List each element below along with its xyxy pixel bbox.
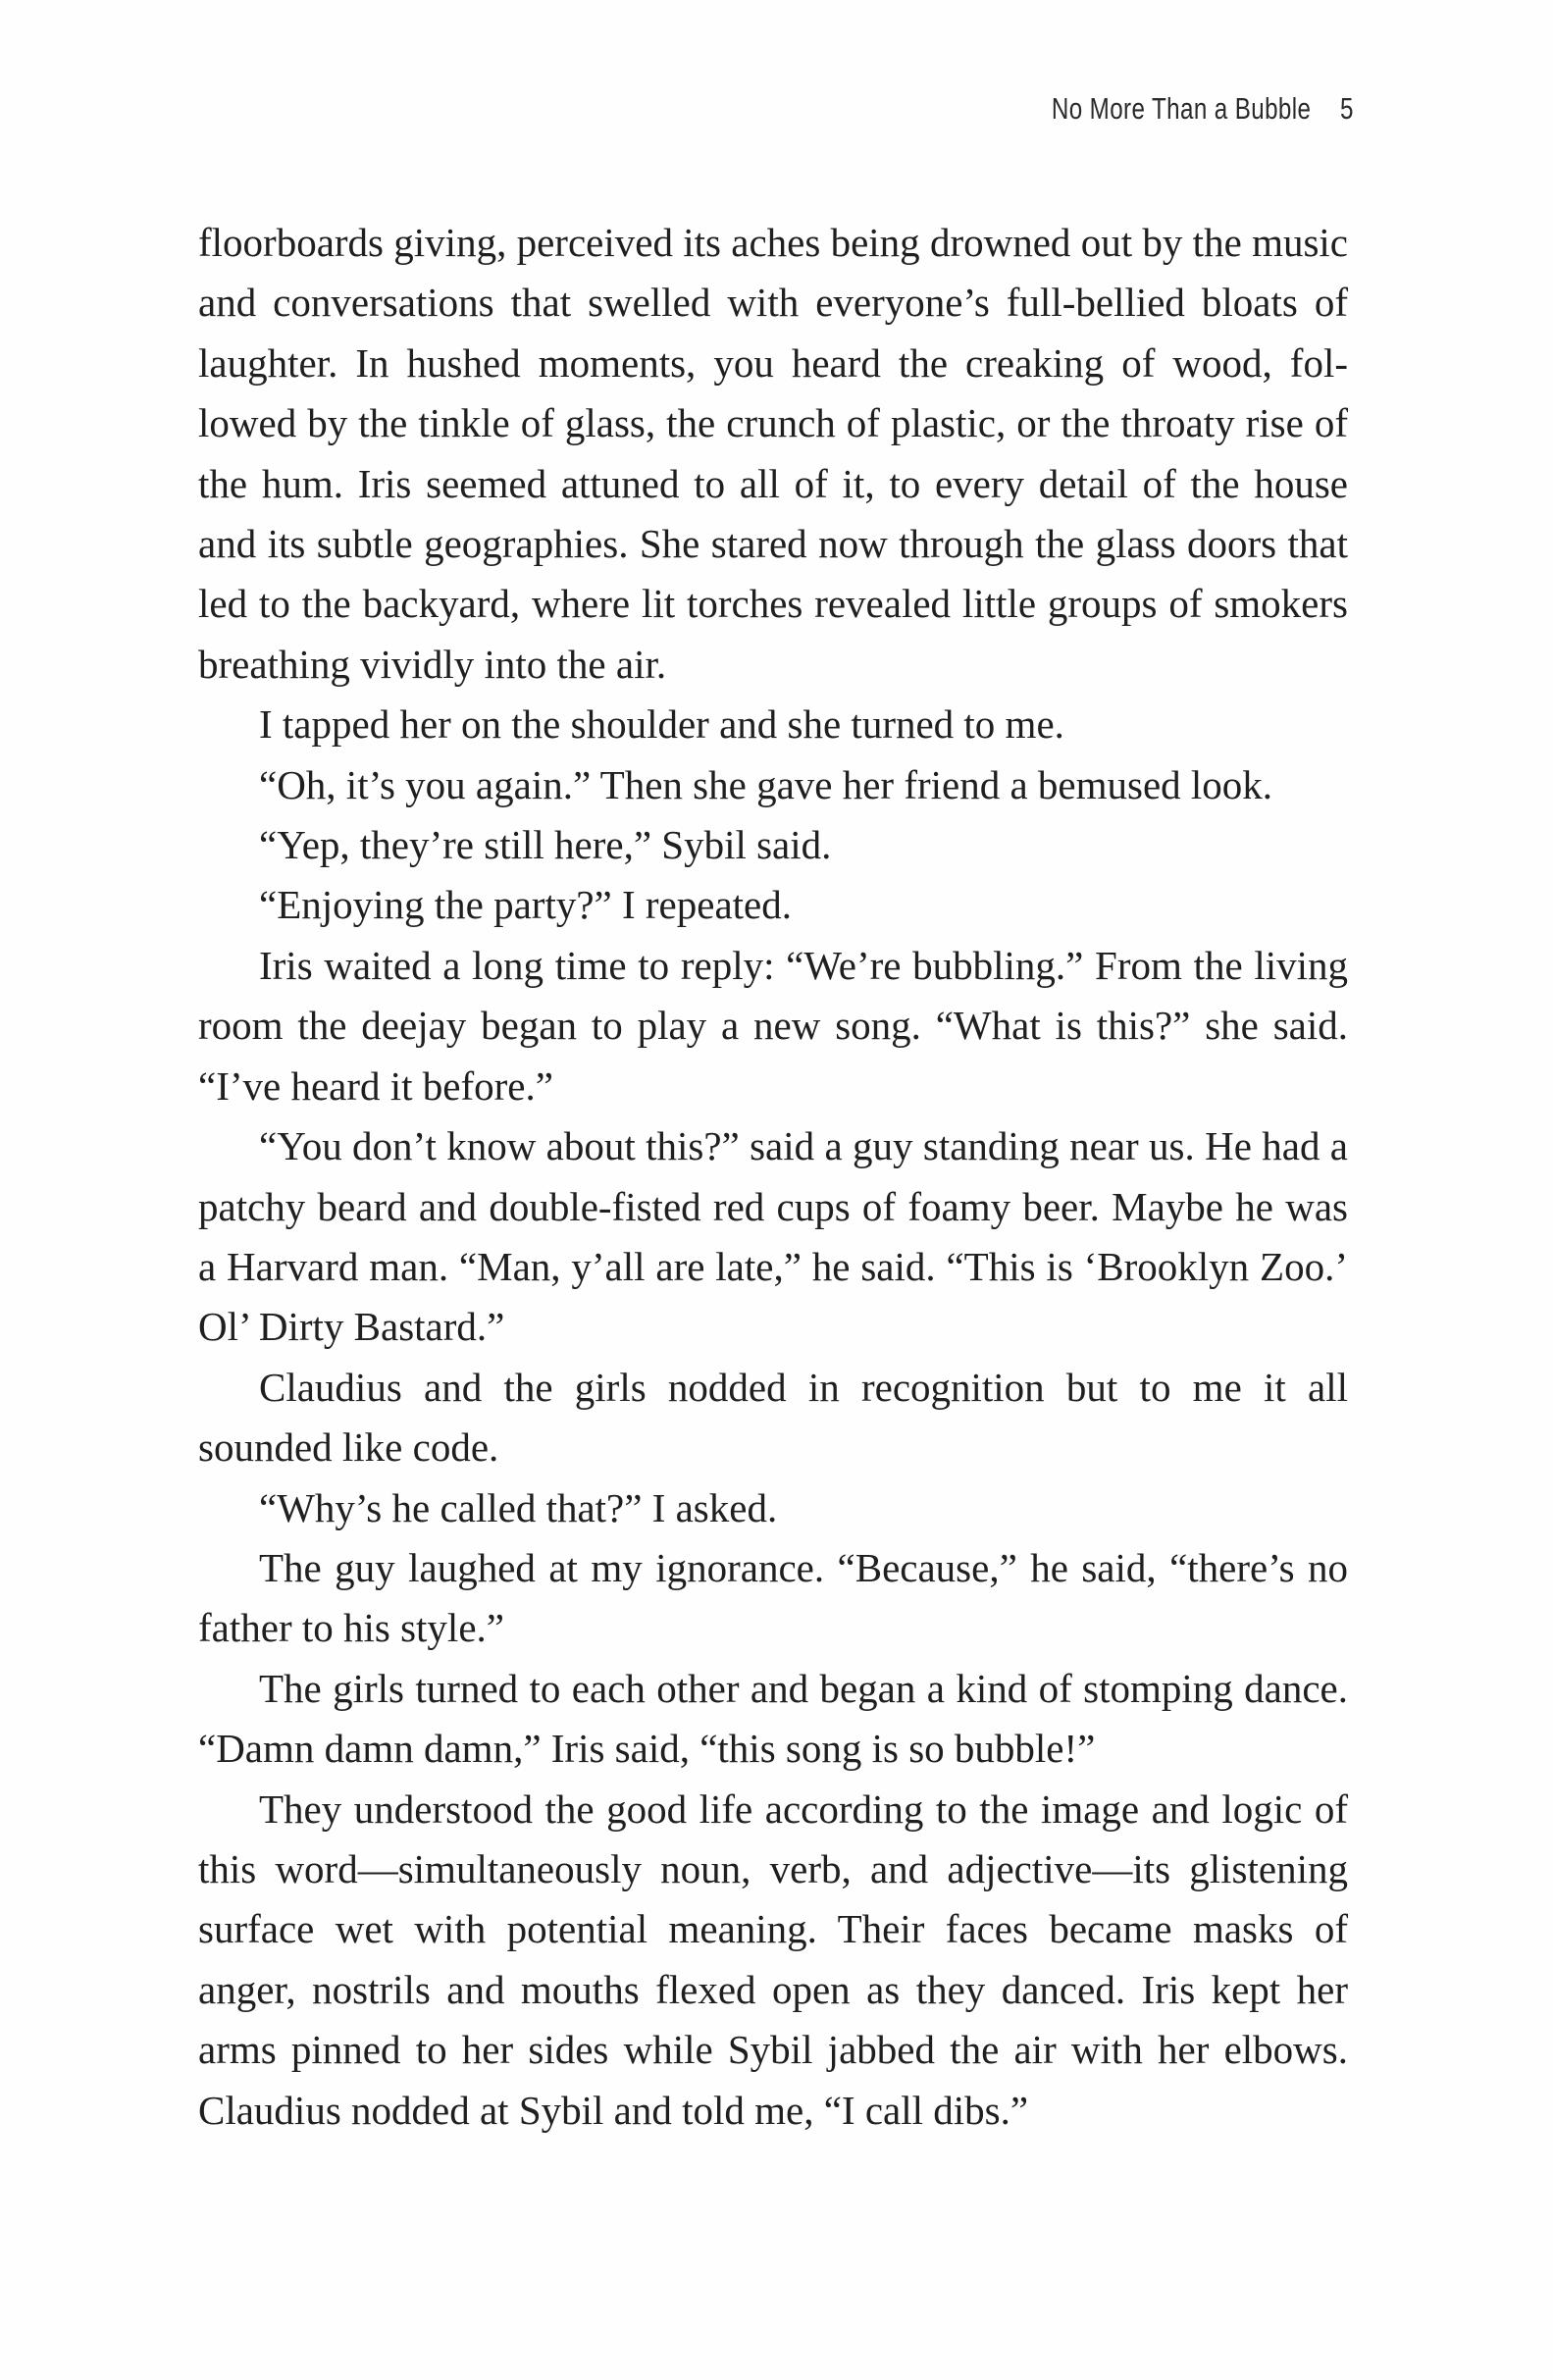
paragraph: “Oh, it’s you again.” Then she gave her friend a bemused look. (259, 761, 1273, 807)
paragraph: “Enjoying the party?” I repeated. (259, 882, 792, 928)
paragraph: The girls turned to each other and began a kind of stomping dance. “Damn damn damn,” Iris said, “this song is so bubble!” (198, 1665, 1348, 1772)
paragraph: floorboards giving, perceived its aches being drowned out by the music and conversations that swelled with everyone’s full-bellied bloats of laughter. In hushed moments, you heard the creaking of wood, followed by the tinkle of glass, the crunch of plastic, or the throaty rise of the hum. Iris seemed attuned to all of it, to every detail of the house and its subtle geographies. She stared now through the glass doors that led to the backyard, where lit torches revealed little groups of smokers breathing vividly into the air. (198, 220, 1348, 687)
paragraph: “Yep, they’re still here,” Sybil said. (259, 822, 832, 868)
paragraph: I tapped her on the shoulder and she turned to me. (259, 701, 1064, 748)
page-number: 5 (1340, 91, 1354, 126)
paragraph: The guy laughed at my ignorance. “Because,” he said, “there’s no father to his style.” (198, 1544, 1348, 1651)
running-title: No More Than a Bubble (1052, 91, 1312, 126)
running-head (1052, 91, 1354, 127)
paragraph: They understood the good life according to the image and logic of this word—simultaneously noun, verb, and adjective—its glistening surface wet with potential meaning. Their faces became masks of anger, nostrils and mouths flexed open as they danced. Iris kept her arms pinned to her sides while Sybil jabbed the air with her elbows. Claudius nodded at Sybil and told me, “I call dibs.” (198, 1785, 1348, 2133)
paragraph: Iris waited a long time to reply: “We’re bubbling.” From the living room the deejay began to play a new song. “What is this?” she said. “I’ve heard it before.” (198, 942, 1348, 1109)
paragraph: “Why’s he called that?” I asked. (259, 1484, 778, 1530)
paragraph: Claudius and the girls nodded in recognition but to me it all sounded like code. (198, 1364, 1348, 1471)
paragraph: “You don’t know about this?” said a guy standing near us. He had a patchy beard and double-fisted red cups of foamy beer. Maybe he was a Harvard man. “Man, y’all are late,” he said. “This is ‘Brooklyn Zoo.’ Ol’ Dirty Bastard.” (198, 1123, 1348, 1350)
body-text (198, 213, 1348, 2141)
